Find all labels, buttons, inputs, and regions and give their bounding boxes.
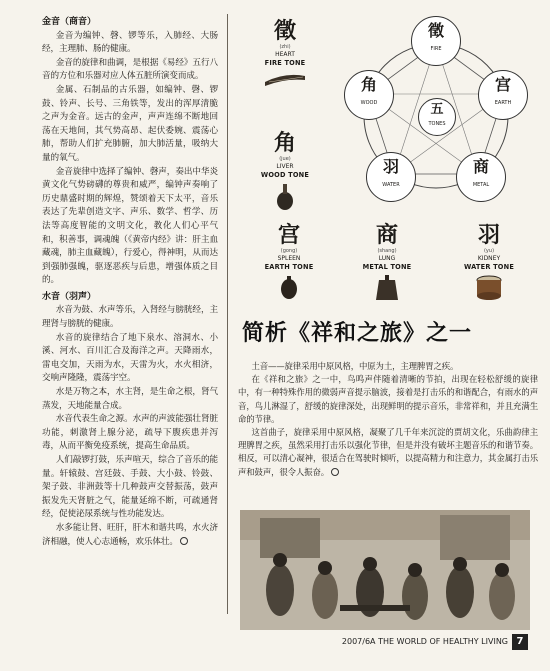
fire-glyph: 徵 <box>273 19 296 44</box>
water-tone-name: WATER TONE <box>463 263 515 271</box>
article-title: 简析《祥和之旅》之一 <box>242 321 473 346</box>
metal-tone-name: METAL TONE <box>362 263 412 271</box>
earth-pinyin: (gong) <box>280 248 298 254</box>
metal-heading: 金音（商音） <box>42 17 97 27</box>
fire-tone <box>250 20 320 92</box>
cycle-water-glyph: 羽 <box>382 157 399 176</box>
cycle-fire-glyph: 徵 <box>427 21 444 40</box>
cycle-metal-label: METAL <box>472 182 490 188</box>
cycle-node-metal <box>456 152 506 202</box>
metal-tone <box>348 224 426 306</box>
cycle-node-fire <box>411 16 461 66</box>
five-tones-diagram <box>238 12 538 314</box>
water-glyph: 羽 <box>477 223 500 248</box>
earth-glyph: 宫 <box>277 223 300 248</box>
water-paragraph: 水音的旋律结合了地下泉水、溶洞水、小溪、河水、百川汇合及海洋之声。天降雨水，雷电交加，天雨为水，天雷为火，水火相济，交响声隆隆，震荡宇空。 <box>42 332 218 384</box>
guqin-icon <box>263 70 307 88</box>
cycle-wood-glyph: 角 <box>360 75 377 94</box>
water-paragraph: 人们敲锣打鼓，乐声喧天，综合了音乐的能量。轩辕鼓、宫廷鼓、手鼓、大小鼓、铃鼓、架子鼓、非洲鼓等十几种鼓声交替振荡，鼓声振发先天肾脏之气，能量延绵不断，可疏通肾经，促使泌尿系统与性功能发达。 <box>42 455 218 520</box>
article-paragraph: 在《祥和之旅》之一中，鸟鸣声伴随着清晰的节拍，出现在轻松舒缓的旋律中，有一种特殊作用的微弱声音提示脑波，接着是打击乐的和谐配合，有雨水的声音，鸟儿淋湿了，舒缓的旋律深处，出现鲜明的提示音乐，非常祥和，并且充满生命的节律。 <box>238 374 538 424</box>
cycle-node-water <box>366 152 416 202</box>
cycle-fire-label: FIRE <box>430 46 442 52</box>
water-tone <box>450 224 528 306</box>
metal-pinyin: (shang) <box>377 248 397 254</box>
drum-icon <box>474 274 504 302</box>
cycle-water-label: WATER <box>382 182 400 188</box>
water-paragraph-text: 水多能让肾、旺肝，肝木和谐共鸣，水火济济相融，使人心志通畅，欢乐体壮。 <box>42 522 218 547</box>
metal-paragraph: 金音旋律中选择了编钟、磬声，奏出中华炎黄文化气势磅礴的尊贵和威严，编钟声奏响了历史鼎盛时期的辉煌，赞颂着天下太平，音乐表达了先辈创造文字、声乐、数学、哲学、历法等高度智能的文明文化，教化人们心平气和，积善事，调魂魄（《黄帝内经》讲：肝主血藏魂，肺主血藏魄），行爱心，得神明，从而达到强肺强魄，驱逐恶疾与后患，增强体质之目的。 <box>42 166 218 286</box>
article-body <box>238 360 538 479</box>
water-paragraph: 水音代表生命之源。水声的声波能强壮肾脏功能，刺激肾上腺分泌，疏导下腹疾患并泻毒，从而平衡免疫系统，提高生命品质。 <box>42 414 218 452</box>
wood-pinyin: (jue) <box>279 156 291 162</box>
metal-paragraph: 金音为编钟、磬、锣等乐，入肺经、大肠经，主理肺、肠的健康。 <box>42 30 218 55</box>
metal-glyph: 商 <box>375 223 398 248</box>
left-column <box>42 14 218 549</box>
water-organ: KIDNEY <box>477 255 501 262</box>
water-paragraph <box>42 522 218 549</box>
article-paragraph: 土音——旋律采用中原风格，中原为土，主理脾胃之疾。 <box>251 361 459 371</box>
cycle-wood-label: WOOD <box>360 100 378 106</box>
fire-tone-name: FIRE TONE <box>264 59 306 67</box>
cycle-earth-label: EARTH <box>494 100 512 106</box>
fire-organ: HEART <box>275 51 295 58</box>
wood-organ: LIVER <box>276 163 294 170</box>
earth-organ: SPLEEN <box>277 255 301 262</box>
article-paragraph <box>238 426 538 479</box>
xun-vessel-icon <box>276 274 302 300</box>
cycle-node-earth <box>478 70 528 120</box>
article-paragraph-text: 这首曲子，旋律采用中原风格，凝聚了几千年来沉淀的贾胡文化，乐曲韵律主理脾胃之疾，虽然采用打击乐以强化节律，但是并没有破坏主题音乐的和谐节奏。相反，可以清心凝神，很适合在驾驶时倾听，以提高精力和注意力，其金属打击乐声和鼓声，很令人振奋。 <box>238 427 538 477</box>
cycle-node-wood <box>344 70 394 120</box>
page-footer <box>0 634 550 654</box>
wood-tone <box>250 132 320 216</box>
cycle-center-glyph: 五 <box>430 102 444 117</box>
metal-organ: LUNG <box>378 255 396 262</box>
water-heading: 水音（羽声） <box>42 291 97 302</box>
bell-icon <box>373 274 401 302</box>
cycle-metal-glyph: 商 <box>472 157 489 176</box>
metal-paragraph: 金属、石制品的古乐器，如编钟、磬、锣鼓、铃声、长号、三角铁等，发出的浑厚清脆之声为金音。远古的金声，声声连绵不断地回荡在天地间，其气势高昂、起伏委婉、震荡心肺，帮助人们扩充肺腑，加大肺活量，吸纳大量的氧气。 <box>42 84 218 163</box>
water-paragraph: 水是万物之本，水主肾，是生命之根，肾气蒸发，天地能量合成。 <box>42 387 218 411</box>
cycle-earth-glyph: 宫 <box>494 75 511 94</box>
wood-tone-name: WOOD TONE <box>260 171 310 179</box>
classical-musicians-painting <box>240 510 530 630</box>
column-divider <box>227 14 228 614</box>
painting-illustration <box>240 510 530 630</box>
earth-tone-name: EARTH TONE <box>264 263 314 271</box>
earth-tone <box>250 224 328 304</box>
fire-pinyin: (zhi) <box>279 44 291 50</box>
page-number: 7 <box>512 634 528 650</box>
end-mark-icon <box>180 537 188 545</box>
water-paragraph: 水音为鼓、水声等乐，入肾经与膀胱经，主理肾与膀胱的健康。 <box>42 305 218 330</box>
cycle-center-label: TONES <box>428 121 446 127</box>
wood-glyph: 角 <box>273 131 296 156</box>
end-mark-icon <box>331 468 339 476</box>
issue-line: 2007/6A THE WORLD OF HEALTHY LIVING <box>341 637 508 646</box>
metal-paragraph: 金音的旋律和曲调，是根据《易经》五行八音的方位和乐器对应人体五脏所演变而成。 <box>42 57 218 82</box>
water-pinyin: (yu) <box>483 248 495 254</box>
cycle-center <box>418 98 456 136</box>
gourd-flute-icon <box>270 182 300 212</box>
